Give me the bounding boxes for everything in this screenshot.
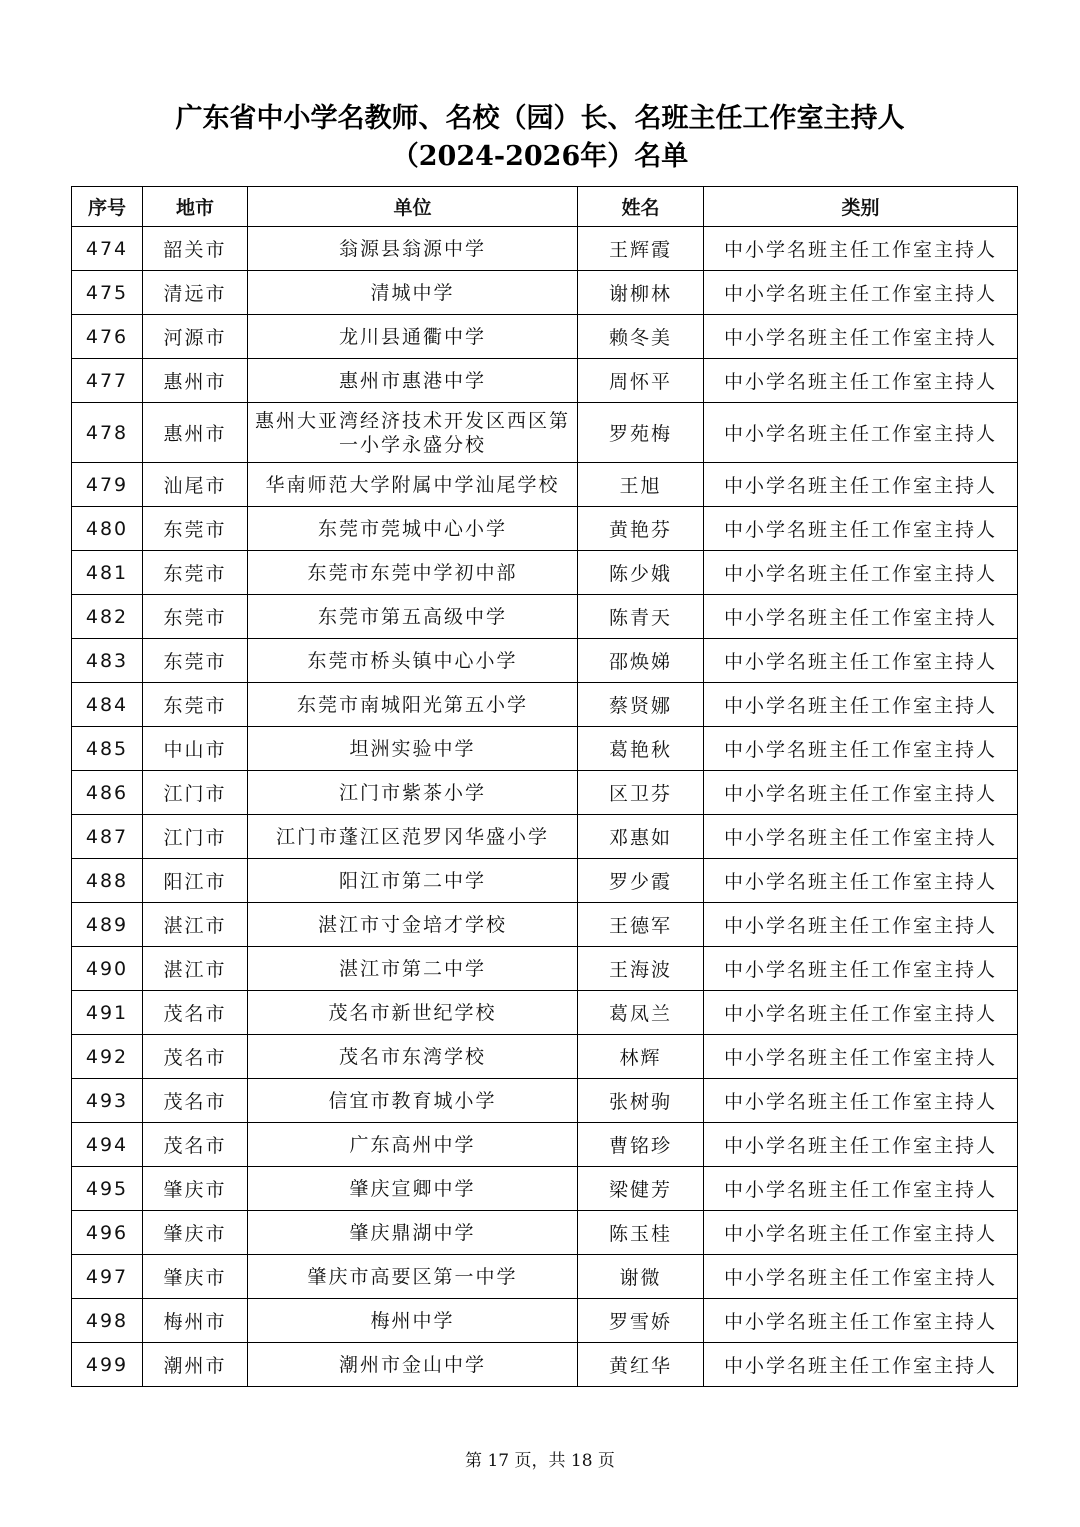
header-name: 姓名	[578, 187, 704, 227]
cell-city: 汕尾市	[143, 463, 248, 507]
cell-name: 谢柳林	[578, 271, 704, 315]
table-header-row	[72, 187, 1018, 227]
cell-city: 湛江市	[143, 903, 248, 947]
cell-unit: 清城中学	[248, 271, 578, 315]
cell-city: 肇庆市	[143, 1167, 248, 1211]
cell-unit: 湛江市寸金培才学校	[248, 903, 578, 947]
cell-city: 韶关市	[143, 227, 248, 271]
cell-unit: 惠州市惠港中学	[248, 359, 578, 403]
cell-city: 茂名市	[143, 1035, 248, 1079]
cell-category: 中小学名班主任工作室主持人	[704, 1035, 1018, 1079]
table-row	[72, 815, 1018, 859]
cell-unit: 华南师范大学附属中学汕尾学校	[248, 463, 578, 507]
table-row	[72, 771, 1018, 815]
table-row	[72, 1035, 1018, 1079]
cell-unit: 东莞市南城阳光第五小学	[248, 683, 578, 727]
header-index: 序号	[72, 187, 143, 227]
table-row	[72, 683, 1018, 727]
cell-name: 王德军	[578, 903, 704, 947]
cell-index: 475	[72, 271, 143, 315]
cell-category: 中小学名班主任工作室主持人	[704, 551, 1018, 595]
table-row	[72, 727, 1018, 771]
table-row	[72, 403, 1018, 463]
cell-city: 惠州市	[143, 403, 248, 463]
cell-category: 中小学名班主任工作室主持人	[704, 1211, 1018, 1255]
cell-unit: 信宜市教育城小学	[248, 1079, 578, 1123]
cell-city: 潮州市	[143, 1343, 248, 1387]
cell-index: 474	[72, 227, 143, 271]
table-row	[72, 859, 1018, 903]
table-row	[72, 991, 1018, 1035]
cell-name: 周怀平	[578, 359, 704, 403]
cell-name: 罗少霞	[578, 859, 704, 903]
cell-city: 东莞市	[143, 551, 248, 595]
table-row	[72, 359, 1018, 403]
cell-index: 495	[72, 1167, 143, 1211]
table-row	[72, 595, 1018, 639]
cell-category: 中小学名班主任工作室主持人	[704, 771, 1018, 815]
cell-index: 485	[72, 727, 143, 771]
cell-category: 中小学名班主任工作室主持人	[704, 1299, 1018, 1343]
cell-name: 陈青天	[578, 595, 704, 639]
cell-unit: 阳江市第二中学	[248, 859, 578, 903]
cell-category: 中小学名班主任工作室主持人	[704, 1343, 1018, 1387]
cell-name: 谢微	[578, 1255, 704, 1299]
cell-unit: 东莞市第五高级中学	[248, 595, 578, 639]
cell-name: 区卫芬	[578, 771, 704, 815]
cell-city: 茂名市	[143, 1079, 248, 1123]
cell-category: 中小学名班主任工作室主持人	[704, 403, 1018, 463]
table-row	[72, 1343, 1018, 1387]
cell-city: 阳江市	[143, 859, 248, 903]
cell-category: 中小学名班主任工作室主持人	[704, 1079, 1018, 1123]
cell-index: 480	[72, 507, 143, 551]
cell-category: 中小学名班主任工作室主持人	[704, 1167, 1018, 1211]
table-body	[72, 227, 1018, 1387]
cell-name: 葛艳秋	[578, 727, 704, 771]
title-line-2: （2024-2026年）名单	[391, 141, 689, 172]
cell-unit: 茂名市新世纪学校	[248, 991, 578, 1035]
table-row	[72, 639, 1018, 683]
cell-name: 葛凤兰	[578, 991, 704, 1035]
cell-name: 陈玉桂	[578, 1211, 704, 1255]
cell-name: 黄红华	[578, 1343, 704, 1387]
table-row	[72, 1299, 1018, 1343]
cell-unit: 江门市蓬江区范罗冈华盛小学	[248, 815, 578, 859]
cell-city: 河源市	[143, 315, 248, 359]
cell-index: 488	[72, 859, 143, 903]
cell-unit: 潮州市金山中学	[248, 1343, 578, 1387]
cell-index: 484	[72, 683, 143, 727]
header-city: 地市	[143, 187, 248, 227]
cell-city: 东莞市	[143, 595, 248, 639]
table-row	[72, 507, 1018, 551]
table-row	[72, 1211, 1018, 1255]
cell-category: 中小学名班主任工作室主持人	[704, 359, 1018, 403]
cell-unit: 坦洲实验中学	[248, 727, 578, 771]
cell-index: 477	[72, 359, 143, 403]
cell-city: 东莞市	[143, 507, 248, 551]
cell-unit: 东莞市莞城中心小学	[248, 507, 578, 551]
cell-category: 中小学名班主任工作室主持人	[704, 903, 1018, 947]
cell-name: 张树驹	[578, 1079, 704, 1123]
table-row	[72, 315, 1018, 359]
cell-index: 489	[72, 903, 143, 947]
cell-index: 478	[72, 403, 143, 463]
cell-index: 482	[72, 595, 143, 639]
cell-unit: 茂名市东湾学校	[248, 1035, 578, 1079]
cell-unit: 东莞市东莞中学初中部	[248, 551, 578, 595]
header-category: 类别	[704, 187, 1018, 227]
cell-unit: 东莞市桥头镇中心小学	[248, 639, 578, 683]
cell-category: 中小学名班主任工作室主持人	[704, 227, 1018, 271]
cell-city: 茂名市	[143, 1123, 248, 1167]
cell-name: 林辉	[578, 1035, 704, 1079]
cell-category: 中小学名班主任工作室主持人	[704, 595, 1018, 639]
roster-table	[71, 186, 1018, 1387]
cell-index: 476	[72, 315, 143, 359]
cell-city: 肇庆市	[143, 1255, 248, 1299]
table-row	[72, 1123, 1018, 1167]
cell-city: 东莞市	[143, 639, 248, 683]
cell-category: 中小学名班主任工作室主持人	[704, 315, 1018, 359]
cell-name: 王辉霞	[578, 227, 704, 271]
cell-name: 罗苑梅	[578, 403, 704, 463]
cell-index: 496	[72, 1211, 143, 1255]
cell-index: 483	[72, 639, 143, 683]
cell-index: 499	[72, 1343, 143, 1387]
cell-unit: 惠州大亚湾经济技术开发区西区第一小学永盛分校	[248, 403, 578, 463]
cell-category: 中小学名班主任工作室主持人	[704, 683, 1018, 727]
cell-index: 497	[72, 1255, 143, 1299]
cell-index: 479	[72, 463, 143, 507]
cell-name: 蔡贤娜	[578, 683, 704, 727]
cell-city: 江门市	[143, 815, 248, 859]
cell-name: 王海波	[578, 947, 704, 991]
table-row	[72, 463, 1018, 507]
table-row	[72, 1079, 1018, 1123]
cell-category: 中小学名班主任工作室主持人	[704, 859, 1018, 903]
cell-name: 陈少娥	[578, 551, 704, 595]
cell-city: 清远市	[143, 271, 248, 315]
cell-index: 491	[72, 991, 143, 1035]
cell-category: 中小学名班主任工作室主持人	[704, 463, 1018, 507]
cell-city: 茂名市	[143, 991, 248, 1035]
cell-unit: 广东高州中学	[248, 1123, 578, 1167]
cell-name: 梁健芳	[578, 1167, 704, 1211]
page-footer: 第 17 页，共 18 页	[465, 1451, 615, 1471]
cell-index: 490	[72, 947, 143, 991]
cell-city: 肇庆市	[143, 1211, 248, 1255]
cell-unit: 湛江市第二中学	[248, 947, 578, 991]
cell-city: 东莞市	[143, 683, 248, 727]
header-unit: 单位	[248, 187, 578, 227]
cell-category: 中小学名班主任工作室主持人	[704, 1255, 1018, 1299]
cell-index: 494	[72, 1123, 143, 1167]
cell-index: 487	[72, 815, 143, 859]
cell-category: 中小学名班主任工作室主持人	[704, 815, 1018, 859]
cell-index: 486	[72, 771, 143, 815]
cell-name: 王旭	[578, 463, 704, 507]
table-row	[72, 947, 1018, 991]
cell-city: 惠州市	[143, 359, 248, 403]
table-row	[72, 1255, 1018, 1299]
cell-city: 江门市	[143, 771, 248, 815]
cell-unit: 肇庆鼎湖中学	[248, 1211, 578, 1255]
cell-city: 湛江市	[143, 947, 248, 991]
cell-category: 中小学名班主任工作室主持人	[704, 639, 1018, 683]
table-row	[72, 271, 1018, 315]
table-row	[72, 227, 1018, 271]
table-row	[72, 903, 1018, 947]
cell-city: 中山市	[143, 727, 248, 771]
cell-unit: 肇庆宣卿中学	[248, 1167, 578, 1211]
cell-city: 梅州市	[143, 1299, 248, 1343]
cell-name: 曹铭珍	[578, 1123, 704, 1167]
cell-category: 中小学名班主任工作室主持人	[704, 991, 1018, 1035]
cell-name: 罗雪娇	[578, 1299, 704, 1343]
cell-unit: 江门市紫茶小学	[248, 771, 578, 815]
title-line-1: 广东省中小学名教师、名校（园）长、名班主任工作室主持人	[175, 103, 905, 134]
cell-index: 493	[72, 1079, 143, 1123]
cell-category: 中小学名班主任工作室主持人	[704, 271, 1018, 315]
cell-name: 邓惠如	[578, 815, 704, 859]
table-row	[72, 551, 1018, 595]
table-row	[72, 1167, 1018, 1211]
cell-category: 中小学名班主任工作室主持人	[704, 727, 1018, 771]
page-title	[0, 100, 1080, 176]
cell-category: 中小学名班主任工作室主持人	[704, 507, 1018, 551]
cell-index: 481	[72, 551, 143, 595]
cell-unit: 肇庆市高要区第一中学	[248, 1255, 578, 1299]
cell-name: 赖冬美	[578, 315, 704, 359]
cell-category: 中小学名班主任工作室主持人	[704, 1123, 1018, 1167]
cell-index: 498	[72, 1299, 143, 1343]
cell-unit: 梅州中学	[248, 1299, 578, 1343]
cell-unit: 翁源县翁源中学	[248, 227, 578, 271]
cell-name: 黄艳芬	[578, 507, 704, 551]
cell-name: 邵焕娣	[578, 639, 704, 683]
cell-index: 492	[72, 1035, 143, 1079]
cell-unit: 龙川县通衢中学	[248, 315, 578, 359]
cell-category: 中小学名班主任工作室主持人	[704, 947, 1018, 991]
